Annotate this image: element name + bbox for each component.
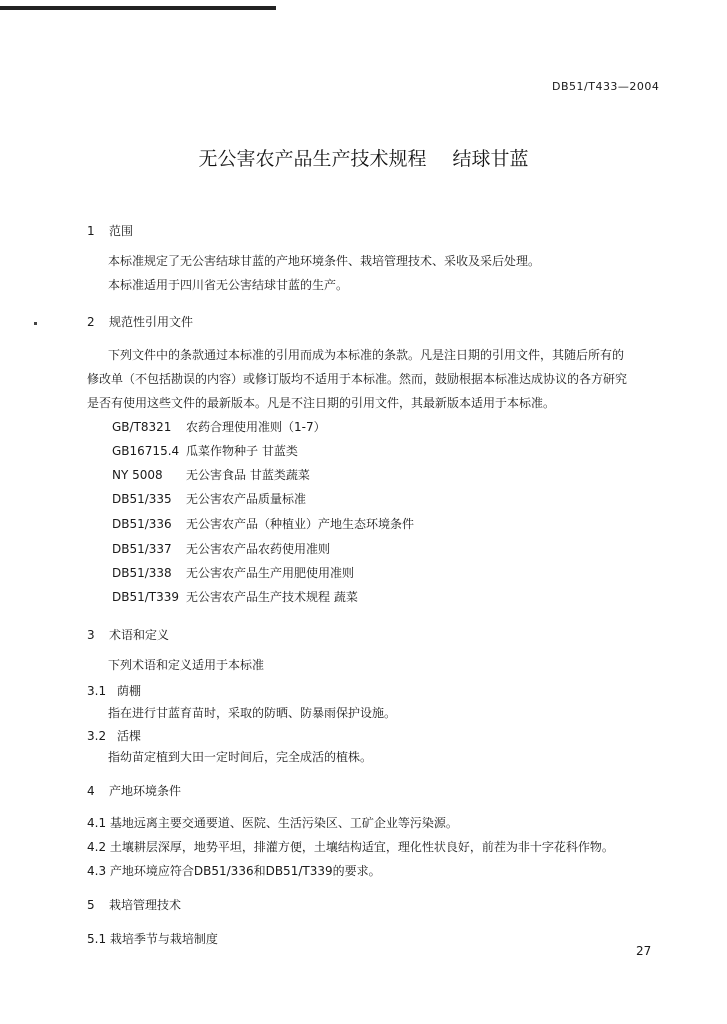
standard-code: DB51/T433—2004 (552, 80, 660, 93)
clause-item: 4.2 土壤耕层深厚，地势平坦，排灌方便，土壤结构适宜，理化性状良好，前茬为非十字花科作物。 (87, 840, 614, 854)
section3-intro: 下列术语和定义适用于本标准 (108, 658, 265, 672)
scan-speck (34, 322, 37, 325)
section-heading-4: 4 产地环境条件 (87, 784, 182, 798)
term-heading: 3.1 荫棚 (87, 684, 142, 698)
top-border-line (0, 6, 276, 10)
page-title (0, 144, 727, 171)
page-number: 27 (636, 944, 652, 958)
section1-paragraph-2: 本标准适用于四川省无公害结球甘蓝的生产。 (108, 278, 349, 292)
title-sub: 结球甘蓝 (452, 148, 529, 170)
reference-item: DB51/336 无公害农产品（种植业）产地生态环境条件 (112, 517, 415, 531)
section-heading-2: 2 规范性引用文件 (87, 315, 194, 329)
reference-item: DB51/338 无公害农产品生产用肥使用准则 (112, 566, 355, 580)
reference-item: DB51/337 无公害农产品农药使用准则 (112, 542, 331, 556)
section-heading-1: 1 范围 (87, 224, 134, 238)
reference-item: NY 5008 无公害食品 甘蓝类蔬菜 (112, 468, 310, 482)
reference-item: GB16715.4 瓜菜作物种子 甘蓝类 (112, 444, 298, 458)
section1-paragraph-1: 本标准规定了无公害结球甘蓝的产地环境条件、栽培管理技术、采收及采后处理。 (108, 254, 541, 268)
section-heading-3: 3 术语和定义 (87, 628, 170, 642)
term-definition: 指在进行甘蓝育苗时，采取的防晒、防暴雨保护设施。 (108, 706, 397, 720)
term-definition: 指幼苗定植到大田一定时间后，完全成活的植株。 (108, 750, 373, 764)
section2-line-3: 是否有使用这些文件的最新版本。凡是不注日期的引用文件，其最新版本适用于本标准。 (87, 396, 556, 410)
section2-line-2: 修改单（不包括勘误的内容）或修订版均不适用于本标准。然而，鼓励根据本标准达成协议的各方研究 (87, 372, 628, 386)
reference-item: DB51/T339 无公害农产品生产技术规程 蔬菜 (112, 590, 358, 604)
clause-item: 5.1 栽培季节与栽培制度 (87, 932, 218, 946)
title-main: 无公害农产品生产技术规程 (198, 148, 427, 170)
term-heading: 3.2 活棵 (87, 729, 142, 743)
reference-item: DB51/335 无公害农产品质量标准 (112, 492, 307, 506)
section-heading-5: 5 栽培管理技术 (87, 898, 182, 912)
clause-item: 4.1 基地远离主要交通要道、医院、生活污染区、工矿企业等污染源。 (87, 816, 458, 830)
section2-line-1: 下列文件中的条款通过本标准的引用而成为本标准的条款。凡是注日期的引用文件，其随后所有的 (108, 348, 625, 362)
clause-item: 4.3 产地环境应符合DB51/336和DB51/T339的要求。 (87, 864, 381, 878)
reference-item: GB/T8321 农药合理使用准则（1-7） (112, 420, 326, 434)
